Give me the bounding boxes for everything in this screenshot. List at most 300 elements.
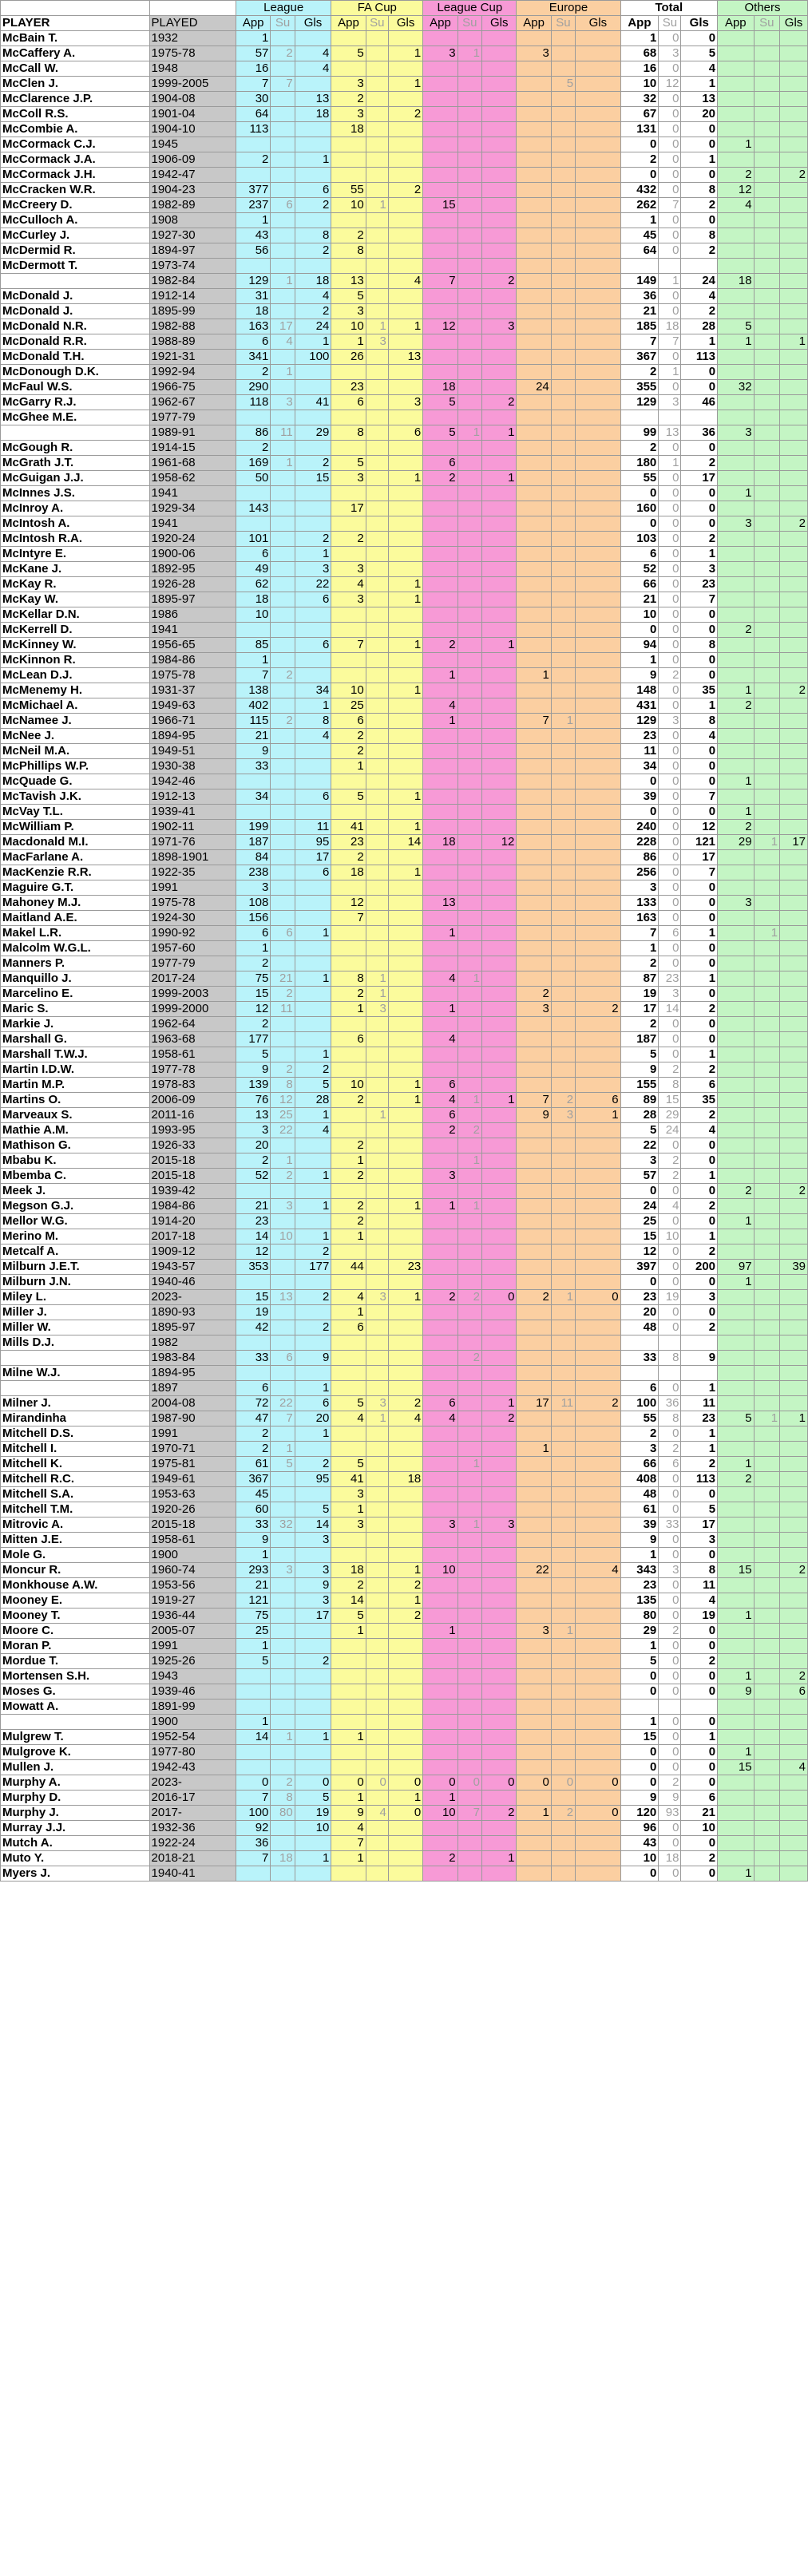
league-cup-gls-cell (482, 1442, 517, 1457)
fa-cup-app-cell (331, 1381, 366, 1396)
europe-app-cell (517, 653, 551, 668)
table-row (1, 1609, 808, 1624)
others-app-cell: 2 (718, 623, 755, 638)
others-gls-cell (780, 1578, 808, 1593)
league-cup-gls-cell (482, 562, 517, 577)
total-app-cell: 148 (620, 683, 659, 698)
fa-cup-su-cell (366, 1093, 388, 1108)
table-row (1, 1487, 808, 1502)
fa-cup-su-cell (366, 1320, 388, 1335)
fa-cup-su-cell (366, 1062, 388, 1078)
league-su-cell: 12 (271, 1093, 295, 1108)
header-eu-app: App (517, 16, 551, 31)
played-years-cell: 1912-13 (149, 789, 236, 805)
table-row (1, 1123, 808, 1138)
league-cup-app-cell: 1 (423, 926, 457, 941)
league-gls-cell: 4 (295, 1123, 331, 1138)
total-su-cell: 0 (659, 516, 681, 532)
europe-su-cell (551, 243, 575, 259)
league-cup-gls-cell (482, 1017, 517, 1032)
header-blank-player (1, 1, 150, 16)
table-row (1, 774, 808, 789)
league-cup-su-cell (457, 1169, 481, 1184)
total-su-cell (659, 259, 681, 274)
others-su-cell (754, 92, 780, 107)
table-row (1, 213, 808, 228)
player-name-cell (1, 1381, 150, 1396)
fa-cup-gls-cell: 3 (388, 395, 422, 410)
europe-su-cell (551, 850, 575, 865)
others-gls-cell (780, 1654, 808, 1669)
league-su-cell: 3 (271, 1199, 295, 1214)
league-cup-su-cell (457, 1684, 481, 1700)
europe-app-cell: 3 (517, 1624, 551, 1639)
league-cup-gls-cell: 1 (482, 1851, 517, 1866)
league-su-cell: 1 (271, 1730, 295, 1745)
league-app-cell: 45 (236, 1487, 271, 1502)
table-row (1, 1078, 808, 1093)
league-cup-su-cell (457, 1548, 481, 1563)
league-app-cell: 23 (236, 1214, 271, 1229)
league-cup-gls-cell: 3 (482, 319, 517, 334)
others-gls-cell (780, 668, 808, 683)
total-su-cell: 0 (659, 759, 681, 774)
league-cup-gls-cell (482, 1260, 517, 1275)
others-gls-cell (780, 714, 808, 729)
europe-app-cell (517, 1123, 551, 1138)
table-row (1, 1426, 808, 1442)
league-cup-app-cell (423, 592, 457, 607)
others-su-cell (754, 1715, 780, 1730)
league-cup-app-cell (423, 1745, 457, 1760)
played-years-cell: 1912-14 (149, 289, 236, 304)
header-column-row (1, 16, 808, 31)
league-cup-gls-cell (482, 61, 517, 77)
fa-cup-su-cell (366, 926, 388, 941)
europe-su-cell (551, 1472, 575, 1487)
league-app-cell: 199 (236, 820, 271, 835)
fa-cup-gls-cell (388, 653, 422, 668)
league-su-cell: 2 (271, 987, 295, 1002)
league-cup-gls-cell (482, 410, 517, 425)
fa-cup-su-cell (366, 183, 388, 198)
europe-gls-cell (576, 92, 620, 107)
fa-cup-su-cell (366, 835, 388, 850)
total-gls-cell: 11 (681, 1578, 718, 1593)
europe-gls-cell (576, 880, 620, 896)
europe-su-cell (551, 274, 575, 289)
league-cup-gls-cell (482, 1715, 517, 1730)
league-cup-su-cell (457, 1335, 481, 1351)
europe-su-cell: 1 (551, 714, 575, 729)
played-years-cell: 2015-18 (149, 1153, 236, 1169)
league-cup-app-cell (423, 1593, 457, 1609)
fa-cup-app-cell: 6 (331, 395, 366, 410)
fa-cup-gls-cell (388, 1426, 422, 1442)
fa-cup-su-cell (366, 46, 388, 61)
europe-gls-cell (576, 107, 620, 122)
league-app-cell: 84 (236, 850, 271, 865)
fa-cup-app-cell: 1 (331, 1502, 366, 1518)
total-app-cell: 155 (620, 1078, 659, 1093)
total-app-cell: 240 (620, 820, 659, 835)
table-row (1, 1593, 808, 1609)
league-cup-app-cell (423, 137, 457, 152)
europe-su-cell (551, 31, 575, 46)
league-cup-app-cell (423, 911, 457, 926)
league-cup-app-cell (423, 410, 457, 425)
others-su-cell (754, 1169, 780, 1184)
fa-cup-gls-cell: 2 (388, 1578, 422, 1593)
played-years-cell: 1943-57 (149, 1260, 236, 1275)
table-row (1, 77, 808, 92)
player-name-cell: McIntyre E. (1, 547, 150, 562)
league-gls-cell: 6 (295, 1396, 331, 1411)
total-gls-cell: 1 (681, 1229, 718, 1244)
player-name-cell: McDonald T.H. (1, 350, 150, 365)
others-su-cell (754, 365, 780, 380)
league-cup-app-cell (423, 1062, 457, 1078)
player-name-cell: Malcolm W.G.L. (1, 941, 150, 956)
played-years-cell: 2006-09 (149, 1093, 236, 1108)
league-gls-cell: 1 (295, 971, 331, 987)
others-su-cell (754, 1305, 780, 1320)
league-cup-app-cell (423, 350, 457, 365)
league-cup-app-cell (423, 61, 457, 77)
europe-gls-cell: 6 (576, 1093, 620, 1108)
others-gls-cell (780, 1821, 808, 1836)
league-cup-app-cell: 0 (423, 1775, 457, 1791)
fa-cup-app-cell: 2 (331, 1199, 366, 1214)
league-cup-gls-cell (482, 334, 517, 350)
europe-gls-cell (576, 1229, 620, 1244)
league-cup-su-cell (457, 380, 481, 395)
player-name-cell: Maric S. (1, 1002, 150, 1017)
league-su-cell (271, 744, 295, 759)
others-su-cell (754, 1624, 780, 1639)
others-gls-cell (780, 1700, 808, 1715)
total-gls-cell: 0 (681, 486, 718, 501)
table-row (1, 1518, 808, 1533)
total-su-cell: 0 (659, 1548, 681, 1563)
league-su-cell: 6 (271, 926, 295, 941)
europe-gls-cell (576, 1260, 620, 1275)
total-gls-cell: 5 (681, 1502, 718, 1518)
total-app-cell: 7 (620, 334, 659, 350)
total-gls-cell: 4 (681, 1123, 718, 1138)
others-su-cell (754, 1351, 780, 1366)
fa-cup-gls-cell (388, 1457, 422, 1472)
fa-cup-app-cell: 13 (331, 274, 366, 289)
others-gls-cell: 2 (780, 1563, 808, 1578)
europe-app-cell (517, 334, 551, 350)
others-app-cell (718, 1381, 755, 1396)
table-row (1, 744, 808, 759)
fa-cup-app-cell (331, 1442, 366, 1457)
fa-cup-su-cell (366, 1260, 388, 1275)
table-row (1, 1366, 808, 1381)
league-app-cell: 25 (236, 1624, 271, 1639)
played-years-cell: 1977-78 (149, 1062, 236, 1078)
others-app-cell: 1 (718, 1214, 755, 1229)
league-cup-app-cell (423, 1214, 457, 1229)
league-gls-cell: 177 (295, 1260, 331, 1275)
total-gls-cell: 0 (681, 805, 718, 820)
fa-cup-gls-cell (388, 1047, 422, 1062)
total-gls-cell: 8 (681, 638, 718, 653)
league-cup-app-cell (423, 1229, 457, 1244)
others-su-cell (754, 1760, 780, 1775)
europe-app-cell (517, 1518, 551, 1533)
league-su-cell (271, 1320, 295, 1335)
europe-app-cell (517, 638, 551, 653)
played-years-cell: 1925-26 (149, 1654, 236, 1669)
europe-gls-cell: 0 (576, 1775, 620, 1791)
league-cup-gls-cell (482, 1351, 517, 1366)
league-cup-su-cell (457, 607, 481, 623)
player-name-cell: McBain T. (1, 31, 150, 46)
total-app-cell: 1 (620, 31, 659, 46)
league-cup-app-cell: 5 (423, 425, 457, 441)
total-su-cell: 0 (659, 623, 681, 638)
league-cup-gls-cell (482, 456, 517, 471)
league-app-cell: 1 (236, 941, 271, 956)
league-cup-gls-cell (482, 365, 517, 380)
others-su-cell (754, 1381, 780, 1396)
fa-cup-su-cell (366, 789, 388, 805)
total-app-cell: 23 (620, 729, 659, 744)
total-su-cell: 0 (659, 1502, 681, 1518)
player-name-cell: McKerrell D. (1, 623, 150, 638)
table-row (1, 228, 808, 243)
league-app-cell: 92 (236, 1821, 271, 1836)
fa-cup-gls-cell (388, 1229, 422, 1244)
fa-cup-su-cell (366, 1745, 388, 1760)
others-app-cell (718, 1305, 755, 1320)
europe-su-cell (551, 896, 575, 911)
league-cup-su-cell (457, 1669, 481, 1684)
table-row (1, 304, 808, 319)
league-su-cell (271, 1745, 295, 1760)
league-gls-cell (295, 1745, 331, 1760)
others-app-cell: 1 (718, 334, 755, 350)
total-su-cell: 3 (659, 1563, 681, 1578)
league-app-cell (236, 1684, 271, 1700)
table-row (1, 1002, 808, 1017)
fa-cup-app-cell: 2 (331, 1214, 366, 1229)
player-name-cell: Milburn J.E.T. (1, 1260, 150, 1275)
fa-cup-gls-cell: 2 (388, 183, 422, 198)
league-cup-app-cell: 3 (423, 46, 457, 61)
fa-cup-app-cell: 6 (331, 1320, 366, 1335)
fa-cup-gls-cell (388, 1184, 422, 1199)
fa-cup-su-cell (366, 1032, 388, 1047)
others-app-cell (718, 46, 755, 61)
total-app-cell: 86 (620, 850, 659, 865)
fa-cup-su-cell: 0 (366, 1775, 388, 1791)
header-played: PLAYED (149, 16, 236, 31)
league-cup-su-cell (457, 1700, 481, 1715)
league-su-cell: 1 (271, 1442, 295, 1457)
league-cup-app-cell (423, 1184, 457, 1199)
others-su-cell (754, 1078, 780, 1093)
others-gls-cell (780, 1442, 808, 1457)
fa-cup-app-cell: 10 (331, 683, 366, 698)
league-cup-app-cell (423, 289, 457, 304)
fa-cup-app-cell (331, 956, 366, 971)
others-gls-cell (780, 820, 808, 835)
league-cup-su-cell: 0 (457, 1775, 481, 1791)
league-su-cell (271, 1214, 295, 1229)
total-app-cell (620, 1366, 659, 1381)
league-app-cell: 33 (236, 1351, 271, 1366)
total-gls-cell: 2 (681, 1002, 718, 1017)
others-gls-cell (780, 1078, 808, 1093)
fa-cup-gls-cell: 1 (388, 638, 422, 653)
europe-su-cell (551, 471, 575, 486)
total-su-cell: 6 (659, 926, 681, 941)
league-su-cell (271, 152, 295, 168)
player-name-cell: McInnes J.S. (1, 486, 150, 501)
total-gls-cell: 1 (681, 334, 718, 350)
fa-cup-app-cell: 26 (331, 350, 366, 365)
league-cup-app-cell: 10 (423, 1563, 457, 1578)
total-app-cell: 10 (620, 77, 659, 92)
total-su-cell: 1 (659, 456, 681, 471)
league-cup-gls-cell (482, 1047, 517, 1062)
league-cup-su-cell (457, 395, 481, 410)
league-gls-cell (295, 805, 331, 820)
europe-gls-cell (576, 365, 620, 380)
others-gls-cell (780, 653, 808, 668)
league-su-cell: 1 (271, 365, 295, 380)
others-app-cell: 2 (718, 1472, 755, 1487)
europe-gls-cell (576, 1745, 620, 1760)
others-gls-cell (780, 92, 808, 107)
europe-su-cell (551, 1745, 575, 1760)
league-gls-cell: 1 (295, 698, 331, 714)
table-row (1, 865, 808, 880)
others-app-cell (718, 668, 755, 683)
fa-cup-gls-cell (388, 1032, 422, 1047)
europe-su-cell (551, 926, 575, 941)
others-app-cell (718, 1654, 755, 1669)
player-name-cell: Mitchell K. (1, 1457, 150, 1472)
player-name-cell: McKellar D.N. (1, 607, 150, 623)
league-su-cell (271, 1472, 295, 1487)
fa-cup-app-cell: 3 (331, 304, 366, 319)
league-su-cell (271, 61, 295, 77)
player-name-cell: McCormack C.J. (1, 137, 150, 152)
europe-su-cell (551, 456, 575, 471)
table-row (1, 1502, 808, 1518)
played-years-cell: 1991 (149, 1639, 236, 1654)
player-name-cell: McDonald J. (1, 289, 150, 304)
played-years-cell: 2018-21 (149, 1851, 236, 1866)
others-su-cell (754, 820, 780, 835)
league-su-cell: 7 (271, 77, 295, 92)
total-app-cell: 9 (620, 1791, 659, 1806)
europe-gls-cell (576, 425, 620, 441)
fa-cup-app-cell: 2 (331, 987, 366, 1002)
total-su-cell: 0 (659, 607, 681, 623)
header-total-su: Su (659, 16, 681, 31)
fa-cup-app-cell (331, 1426, 366, 1442)
fa-cup-su-cell (366, 1836, 388, 1851)
player-name-cell: McNamee J. (1, 714, 150, 729)
league-cup-app-cell (423, 228, 457, 243)
league-cup-gls-cell (482, 577, 517, 592)
league-su-cell (271, 805, 295, 820)
fa-cup-gls-cell (388, 1548, 422, 1563)
others-gls-cell (780, 1062, 808, 1078)
played-years-cell: 1942-46 (149, 774, 236, 789)
total-su-cell: 0 (659, 441, 681, 456)
league-su-cell (271, 213, 295, 228)
others-app-cell (718, 1715, 755, 1730)
league-su-cell (271, 532, 295, 547)
fa-cup-gls-cell (388, 698, 422, 714)
fa-cup-su-cell (366, 1153, 388, 1169)
total-su-cell: 93 (659, 1806, 681, 1821)
others-su-cell (754, 1502, 780, 1518)
total-su-cell: 2 (659, 1775, 681, 1791)
others-app-cell (718, 1518, 755, 1533)
europe-gls-cell (576, 577, 620, 592)
total-su-cell: 0 (659, 547, 681, 562)
league-cup-su-cell (457, 698, 481, 714)
europe-app-cell (517, 228, 551, 243)
league-gls-cell: 6 (295, 865, 331, 880)
others-app-cell (718, 107, 755, 122)
others-gls-cell (780, 425, 808, 441)
fa-cup-app-cell: 12 (331, 896, 366, 911)
europe-su-cell (551, 820, 575, 835)
league-gls-cell (295, 1866, 331, 1882)
player-name-cell: Mills D.J. (1, 1335, 150, 1351)
europe-su-cell (551, 774, 575, 789)
player-name-cell: Marshall G. (1, 1032, 150, 1047)
europe-su-cell (551, 1684, 575, 1700)
player-name-cell: MacKenzie R.R. (1, 865, 150, 880)
fa-cup-su-cell (366, 759, 388, 774)
league-app-cell: 18 (236, 304, 271, 319)
league-su-cell (271, 350, 295, 365)
player-name-cell: Myers J. (1, 1866, 150, 1882)
fa-cup-gls-cell (388, 880, 422, 896)
fa-cup-gls-cell (388, 410, 422, 425)
europe-app-cell (517, 350, 551, 365)
europe-su-cell (551, 668, 575, 683)
others-gls-cell (780, 1032, 808, 1047)
others-gls-cell (780, 441, 808, 456)
total-su-cell: 0 (659, 1320, 681, 1335)
played-years-cell: 1977-79 (149, 410, 236, 425)
total-app-cell: 0 (620, 1275, 659, 1290)
others-su-cell (754, 1442, 780, 1457)
total-gls-cell: 4 (681, 61, 718, 77)
fa-cup-app-cell (331, 1184, 366, 1199)
table-row (1, 1335, 808, 1351)
league-su-cell (271, 1578, 295, 1593)
fa-cup-gls-cell (388, 1654, 422, 1669)
league-gls-cell (295, 1624, 331, 1639)
europe-su-cell (551, 1229, 575, 1244)
europe-gls-cell (576, 1062, 620, 1078)
europe-gls-cell (576, 729, 620, 744)
europe-su-cell (551, 987, 575, 1002)
fa-cup-su-cell: 1 (366, 971, 388, 987)
